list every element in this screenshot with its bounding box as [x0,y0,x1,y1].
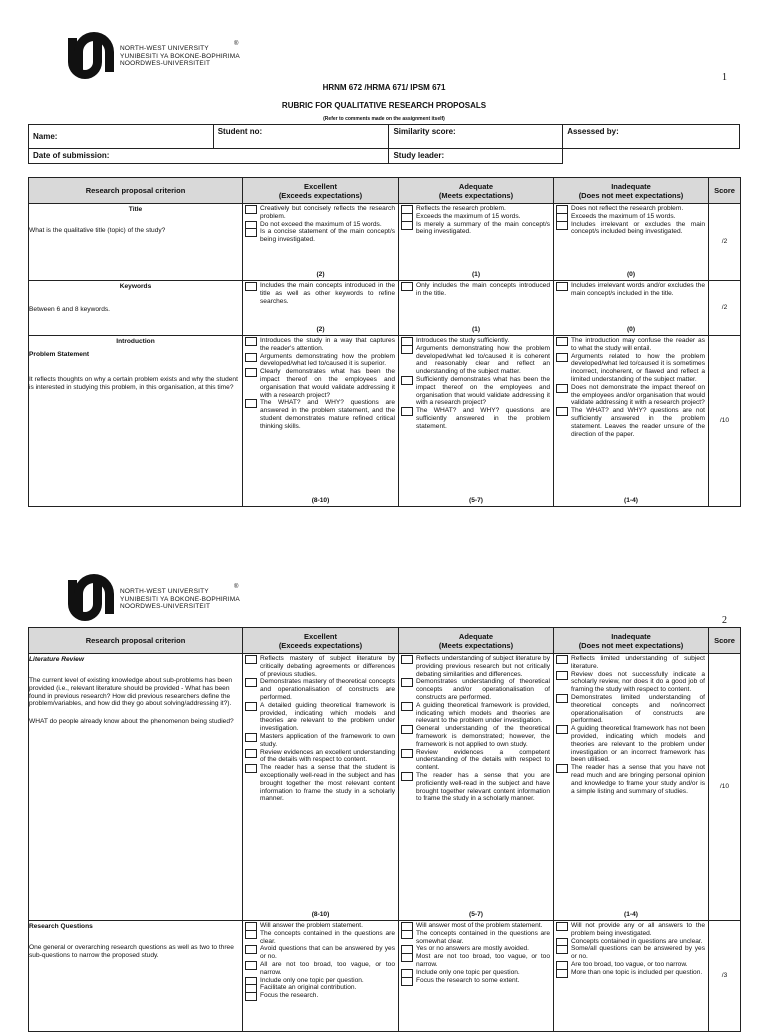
criterion-literature-heading: Literature Review [29,656,84,663]
checkbox[interactable] [401,407,413,416]
descriptor-item: Yes or no answers are mostly avoided. [416,945,530,953]
lit-inadequate-cell [554,654,709,921]
checkbox[interactable] [245,368,257,377]
header-score: Score [709,628,741,654]
checkbox[interactable] [245,337,257,346]
keywords-adequate-cell [399,281,554,336]
row-introduction [29,336,741,507]
mark-excellent: (8-10) [311,497,330,505]
checkbox[interactable] [556,353,568,362]
similarity-label: Similarity score: [393,127,456,136]
descriptor-item: Facilitate an original contribution. [260,984,357,992]
mark-excellent: (2) [316,271,325,279]
checkbox[interactable] [245,749,257,758]
descriptor-item: Focus the research. [260,992,319,1000]
descriptor-list [399,921,553,984]
descriptor-item: Does not reflect the research problem. [571,205,684,212]
mark-adequate: (1) [471,326,481,334]
descriptor-list [399,204,553,236]
assessed-by-field[interactable] [563,125,740,149]
descriptor-list [243,921,398,1000]
descriptor-item: The WHAT? and WHY? questions are not sufficiently answered in the problem statement. Leaves the reader unsure of the direction of the paper. [571,407,705,438]
descriptor-item: Do not exceed the maximum of 15 words. [260,220,382,228]
descriptor-list [554,921,708,977]
descriptor-item: Introduces the study in a way that captures the reader's attention. [260,337,395,352]
descriptor-item: Review does not successfully indicate a scholarly review, nor does it do a good job of framing the study with respect to content. [571,670,705,694]
checkbox[interactable] [401,345,413,354]
date-field[interactable] [29,149,389,164]
checkbox[interactable] [401,678,413,687]
course-codes: HRNM 672 /HRMA 671/ IPSM 671 [322,83,446,92]
university-line3: NOORDWES-UNIVERSITEIT [120,60,211,67]
rubric-title: RUBRIC FOR QUALITATIVE RESEARCH PROPOSALS [281,101,487,110]
checkbox[interactable] [245,961,257,970]
descriptor-item: Concepts contained in questions are unclear. [571,937,703,945]
keywords-excellent-cell [243,281,399,336]
university-name [120,588,240,611]
lit-excellent-cell [243,654,399,921]
checkbox[interactable] [245,764,257,773]
page-2 [0,512,768,1024]
checkbox[interactable] [401,725,413,734]
nwu-logo-icon [64,574,118,624]
descriptor-item: The reader has a sense that you are proficiently well-read in the subject and have brought together relevant content information to frame the study in a scholarly manner. [416,771,550,803]
university-line3: NOORDWES-UNIVERSITEIT [120,603,211,610]
descriptor-item: Introduces the study sufficiently. [416,337,510,344]
criterion-research-questions [29,921,243,1032]
checkbox[interactable] [245,930,257,939]
descriptor-item: Include only one topic per question. [416,968,520,976]
criterion-title-heading: Title [128,206,143,213]
descriptor-item: Reflects the research problem. [416,205,506,212]
criterion-literature-review [29,654,243,921]
similarity-field[interactable] [389,125,563,149]
checkbox[interactable] [245,282,257,291]
study-leader-field[interactable] [389,149,563,164]
mark-inadequate: (1-4) [624,497,638,505]
descriptor-item: Reflects mastery of subject literature by critically debating agreements or differences of previous studies. [260,655,395,678]
descriptor-item: Includes irrelevant or excludes the main concept/s included being investigated. [571,220,705,236]
descriptor-item: Most are not too broad, too vague, or too narrow. [416,953,550,968]
checkbox[interactable] [556,337,568,346]
descriptor-item: Will answer most of the problem statement. [416,922,543,929]
descriptor-item: The reader has a sense that the student is exceptionally well-read in the subject and has brought together the most relevant content information to frame the study in a scholarly manner. [260,764,395,803]
descriptor-list [243,654,398,803]
header-inadequate: Inadequate (Does not meet expectations) [554,178,709,204]
descriptor-item: Masters application of the framework to own study. [260,732,395,748]
header-excellent: Excellent (Exceeds expectations) [243,628,399,654]
assessed-by-label: Assessed by: [567,127,619,136]
mark-adequate: (5-7) [469,497,483,505]
name-field[interactable] [29,125,214,149]
checkbox[interactable] [245,205,257,214]
descriptor-item: Includes the main concepts introduced in the title as well as other keywords to refine searches. [260,282,395,305]
row-title [29,204,741,281]
keywords-inadequate-cell [554,281,709,336]
descriptor-item: Is merely a summary of the main concept/s being investigated. [416,220,550,236]
header-excellent: Excellent (Exceeds expectations) [243,178,399,204]
page-number: 2 [722,615,727,626]
checkbox[interactable] [556,922,568,931]
name-label: Name: [33,132,58,141]
checkbox[interactable] [245,702,257,711]
nwu-logo-icon [64,32,118,82]
checkbox[interactable] [401,772,413,781]
criterion-rq-desc: One general or overarching research questions as well as two to three sub-questions to narrow the proposed study. [29,944,234,959]
score-research-questions[interactable]: /3 [709,921,741,1032]
descriptor-item: Will not provide any or all answers to the problem being investigated. [571,922,705,937]
descriptor-item: Only includes the main concepts introduced in the title. [416,282,550,297]
intro-adequate-cell [399,336,554,507]
descriptor-item: Does not demonstrate the impact thereof on the employees and/or organisation that would validate addressing it with a research project? [571,383,705,407]
descriptor-item: Reflects understanding of subject literature by providing previous research but not critically debating similarities and differences. [416,655,550,678]
criterion-introduction-heading: Introduction [116,338,155,345]
descriptor-item: All are not too broad, too vague, or too narrow. [260,960,395,976]
rubric-table-1 [28,177,741,507]
checkbox[interactable] [401,655,413,664]
score-literature-review[interactable]: /10 [709,654,741,921]
mark-excellent: (2) [316,326,325,334]
criterion-literature-question: WHAT do people already know about the phenomenon being studied? [29,718,234,726]
descriptor-item: Is a concise statement of the main concept/s being investigated. [260,228,395,244]
date-label: Date of submission: [33,151,110,160]
descriptor-item: Arguments related to how the problem developed/what led to/caused it is sometimes incorrect, incoherent, or flawed and reflect a limited understanding of the subject matter. [571,352,705,383]
rq-adequate-cell [399,921,554,1032]
checkbox[interactable] [556,764,568,773]
checkbox[interactable] [556,384,568,393]
checkbox[interactable] [245,399,257,408]
descriptor-item: Arguments demonstrating how the problem developed/what led to/caused it is coherent and reasonably clear and reflect an understanding of the subject matter. [416,344,550,376]
mark-adequate: (1) [471,271,481,279]
criterion-title-desc: What is the qualitative title (topic) of the study? [29,227,166,234]
rubric-note: (Refer to comments made on the assignment itself) [323,116,445,122]
descriptor-item: A detailed guiding theoretical framework is provided, indicating which models and theories are relevant to the problem under investigation. [260,701,395,733]
descriptor-item: A guiding theoretical framework is provided, indicating which models and theories are relevant to the problem under investigation. [416,701,550,725]
descriptor-item: Will answer the problem statement. [260,922,363,929]
descriptor-item: Focus the research to some extent. [416,976,520,984]
page-1 [0,0,768,512]
criterion-introduction-desc: It reflects thoughts on why a certain problem exists and why the student is interested in studying this problem, in this organisation, at this time? [29,376,238,391]
header-inadequate: Inadequate (Does not meet expectations) [554,628,709,654]
lit-adequate-cell [399,654,554,921]
descriptor-item: The concepts contained in the questions are clear. [260,929,395,945]
rq-inadequate-cell [554,921,709,1032]
title-inadequate-cell [554,204,709,281]
checkbox[interactable] [556,671,568,680]
checkbox[interactable] [401,376,413,385]
descriptor-item: Reflects limited understanding of subject literature. [571,655,705,670]
criterion-introduction [29,336,243,507]
descriptor-item: Exceeds the maximum of 15 words. [416,212,521,220]
checkbox[interactable] [245,678,257,687]
checkbox[interactable] [401,282,413,291]
university-line2: YUNIBESITI YA BOKONE-BOPHIRIMA [120,595,240,603]
checkbox[interactable] [401,977,413,986]
checkbox[interactable] [245,992,257,1001]
descriptor-item: Avoid questions that can be answered by yes or no. [260,945,395,961]
row-keywords [29,281,741,336]
university-line1: NORTH-WEST UNIVERSITY [120,45,209,52]
checkbox[interactable] [556,694,568,703]
checkbox[interactable] [556,725,568,734]
rq-excellent-cell [243,921,399,1032]
descriptor-item: Exceeds the maximum of 15 words. [571,212,676,220]
descriptor-item: General understanding of the theoretical framework is demonstrated; however, the framework is not applied to own study. [416,725,550,748]
registered-mark: ® [234,584,239,590]
header-criterion: Research proposal criterion [29,628,243,654]
descriptor-list [399,281,553,298]
row-research-questions [29,921,741,1032]
university-line2: YUNIBESITI YA BOKONE-BOPHIRIMA [120,52,240,60]
score-introduction[interactable]: /10 [709,336,741,507]
checkbox[interactable] [245,228,257,237]
score-title[interactable]: /2 [709,204,741,281]
descriptor-item: Arguments demonstrating how the problem developed/what led to/caused it is superior. [260,352,395,368]
mark-adequate: (5-7) [469,911,483,919]
rubric-table-2 [28,627,741,1032]
checkbox[interactable] [556,969,568,978]
mark-inadequate: (0) [626,326,636,334]
descriptor-list [399,654,553,803]
intro-inadequate-cell [554,336,709,507]
descriptor-list [554,336,708,438]
descriptor-item: The introduction may confuse the reader as to what the study will entail. [571,337,705,352]
checkbox[interactable] [401,702,413,711]
criterion-problem-statement: Problem Statement [29,351,90,358]
header-criterion: Research proposal criterion [29,178,243,204]
descriptor-list [554,281,708,298]
student-no-field[interactable] [213,125,389,149]
descriptor-item: Creatively but concisely reflects the research problem. [260,205,395,220]
study-leader-label: Study leader: [393,151,445,160]
student-info-table [28,124,740,164]
descriptor-list [243,336,398,431]
descriptor-item: The reader has a sense that you have not read much and are bringing personal opinion and knowledge to frame your study and/or is a simple listing and summary of studies. [571,764,705,795]
checkbox[interactable] [245,353,257,362]
header-score: Score [709,178,741,204]
criterion-rq-heading: Research Questions [29,923,93,930]
descriptor-item: The WHAT? and WHY? questions are answered in the problem statement, and the student demonstrates mature refined critical thinking skills. [260,399,395,430]
mark-excellent: (8-10) [311,911,330,919]
checkbox[interactable] [556,221,568,230]
mark-inadequate: (0) [626,271,636,279]
university-line1: NORTH-WEST UNIVERSITY [120,588,209,595]
checkbox[interactable] [245,945,257,954]
checkbox[interactable] [245,733,257,742]
checkbox[interactable] [401,221,413,230]
criterion-keywords-heading: Keywords [119,283,152,290]
score-keywords[interactable]: /2 [709,281,741,336]
descriptor-list [399,336,553,431]
descriptor-item: Sufficiently demonstrates what has been the impact thereof on the employees and organisation that would validate addressing it with a research project? [416,375,550,407]
registered-mark: ® [234,41,239,47]
criterion-keywords-desc: Between 6 and 8 keywords. [29,306,111,313]
checkbox[interactable] [401,749,413,758]
page-number: 1 [722,72,727,83]
descriptor-item: The WHAT? and WHY? questions are sufficiently answered in the problem statement. [416,407,550,430]
descriptor-list [243,204,398,244]
descriptor-list [554,204,708,236]
university-name [120,45,240,68]
checkbox[interactable] [556,407,568,416]
criterion-title [29,204,243,281]
checkbox[interactable] [556,945,568,954]
descriptor-item: Demonstrates understanding of theoretical concepts and/or operationalisation of constructs are performed. [416,678,550,701]
title-adequate-cell [399,204,554,281]
descriptor-item: Are too broad, too vague, or too narrow. [571,960,688,968]
descriptor-item: Demonstrates limited understanding of theoretical concepts and no/incorrect operationalisation of constructs are performed. [571,693,705,725]
descriptor-item: Clearly demonstrates what has been the impact thereof on the employees and organisation that would validate addressing it with a research project? [260,368,395,399]
descriptor-item: Demonstrates mastery of theoretical concepts and operationalisation of constructs are performed. [260,678,395,701]
descriptor-item: The concepts contained in the questions are somewhat clear. [416,929,550,945]
checkbox[interactable] [401,953,413,962]
descriptor-list [554,654,708,795]
checkbox[interactable] [401,930,413,939]
title-excellent-cell [243,204,399,281]
mark-inadequate: (1-4) [624,911,638,919]
criterion-keywords [29,281,243,336]
descriptor-item: A guiding theoretical framework has not been provided, indicating which models and theories are relevant to the problem under investigation or an incorrect framework has been utilised. [571,725,705,764]
intro-excellent-cell [243,336,399,507]
descriptor-item: Include only one topic per question. [260,976,364,984]
checkbox[interactable] [245,655,257,664]
descriptor-item: Review evidences an excellent understanding of the details with respect to content. [260,748,395,764]
checkbox[interactable] [556,282,568,291]
student-no-label: Student no: [217,127,263,136]
descriptor-item: More than one topic is included per question. [571,968,703,976]
descriptor-item: Includes irrelevant words and/or excludes the main concept/s included in the title. [571,282,705,297]
header-adequate: Adequate (Meets expectations) [399,628,554,654]
criterion-literature-desc: The current level of existing knowledge about sub-problems has been provided (i.e., relevant literature should be provided - What has been found in previous research? How did previous researchers define the problem/variables, and how did they go about solving/addressing it?). [29,677,233,708]
header-adequate: Adequate (Meets expectations) [399,178,554,204]
row-literature-review [29,654,741,921]
descriptor-item: Some/all questions can be answered by yes or no. [571,945,705,961]
descriptor-item: Review evidences a competent understanding of the details with respect to content. [416,748,550,772]
checkbox[interactable] [556,655,568,664]
descriptor-list [243,281,398,305]
